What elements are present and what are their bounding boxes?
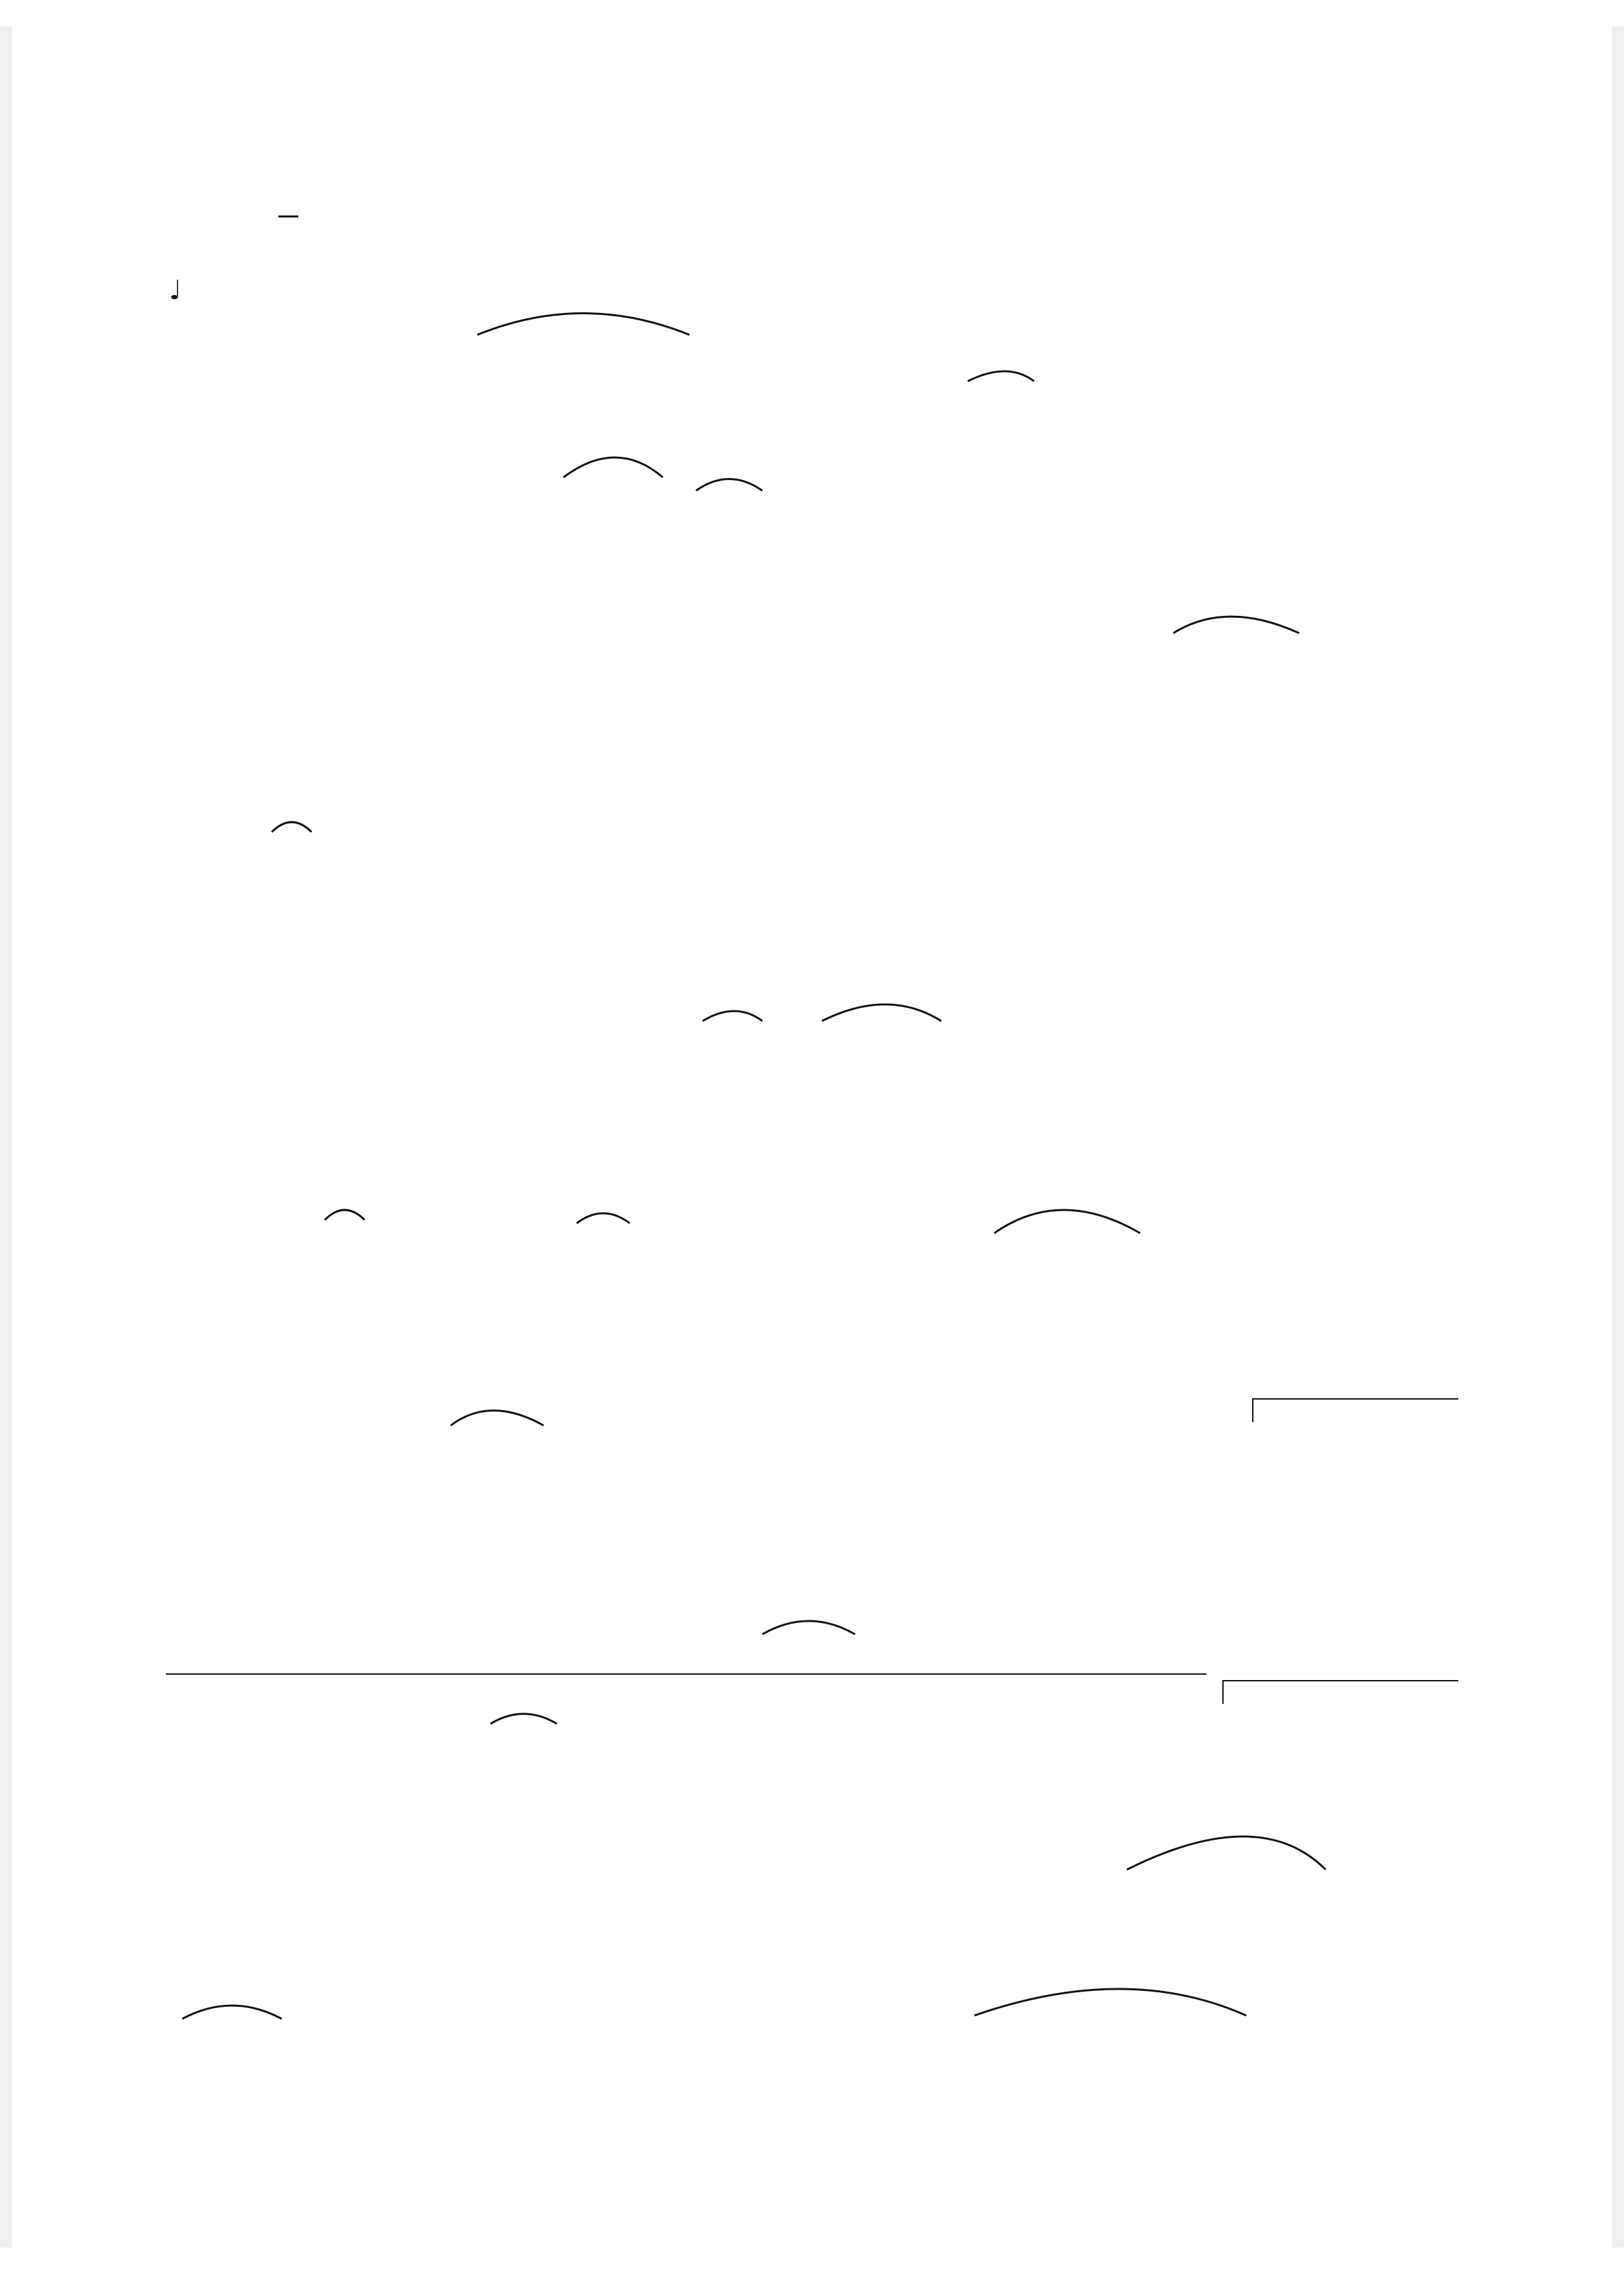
slur: [451, 1411, 544, 1426]
slur: [563, 457, 663, 477]
quarter-note-icon: ♩: [169, 275, 182, 306]
slur: [1127, 1836, 1326, 1870]
slur: [577, 1213, 630, 1223]
slur: [703, 1011, 762, 1021]
slur: [491, 1714, 557, 1724]
slur: [325, 1210, 365, 1220]
slur: [182, 2006, 282, 2019]
volta-2: [1223, 1681, 1458, 1704]
footer-source[interactable]: [1578, 2265, 1604, 2279]
slur: [1173, 617, 1299, 633]
slur: [994, 1210, 1140, 1233]
slur: [696, 479, 762, 491]
slur: [477, 314, 689, 335]
slur: [822, 1004, 941, 1021]
slur: [974, 1989, 1246, 2015]
volta-1: [1253, 1399, 1458, 1422]
slur: [272, 822, 312, 832]
slur: [968, 371, 1034, 381]
slur: [762, 1621, 855, 1634]
